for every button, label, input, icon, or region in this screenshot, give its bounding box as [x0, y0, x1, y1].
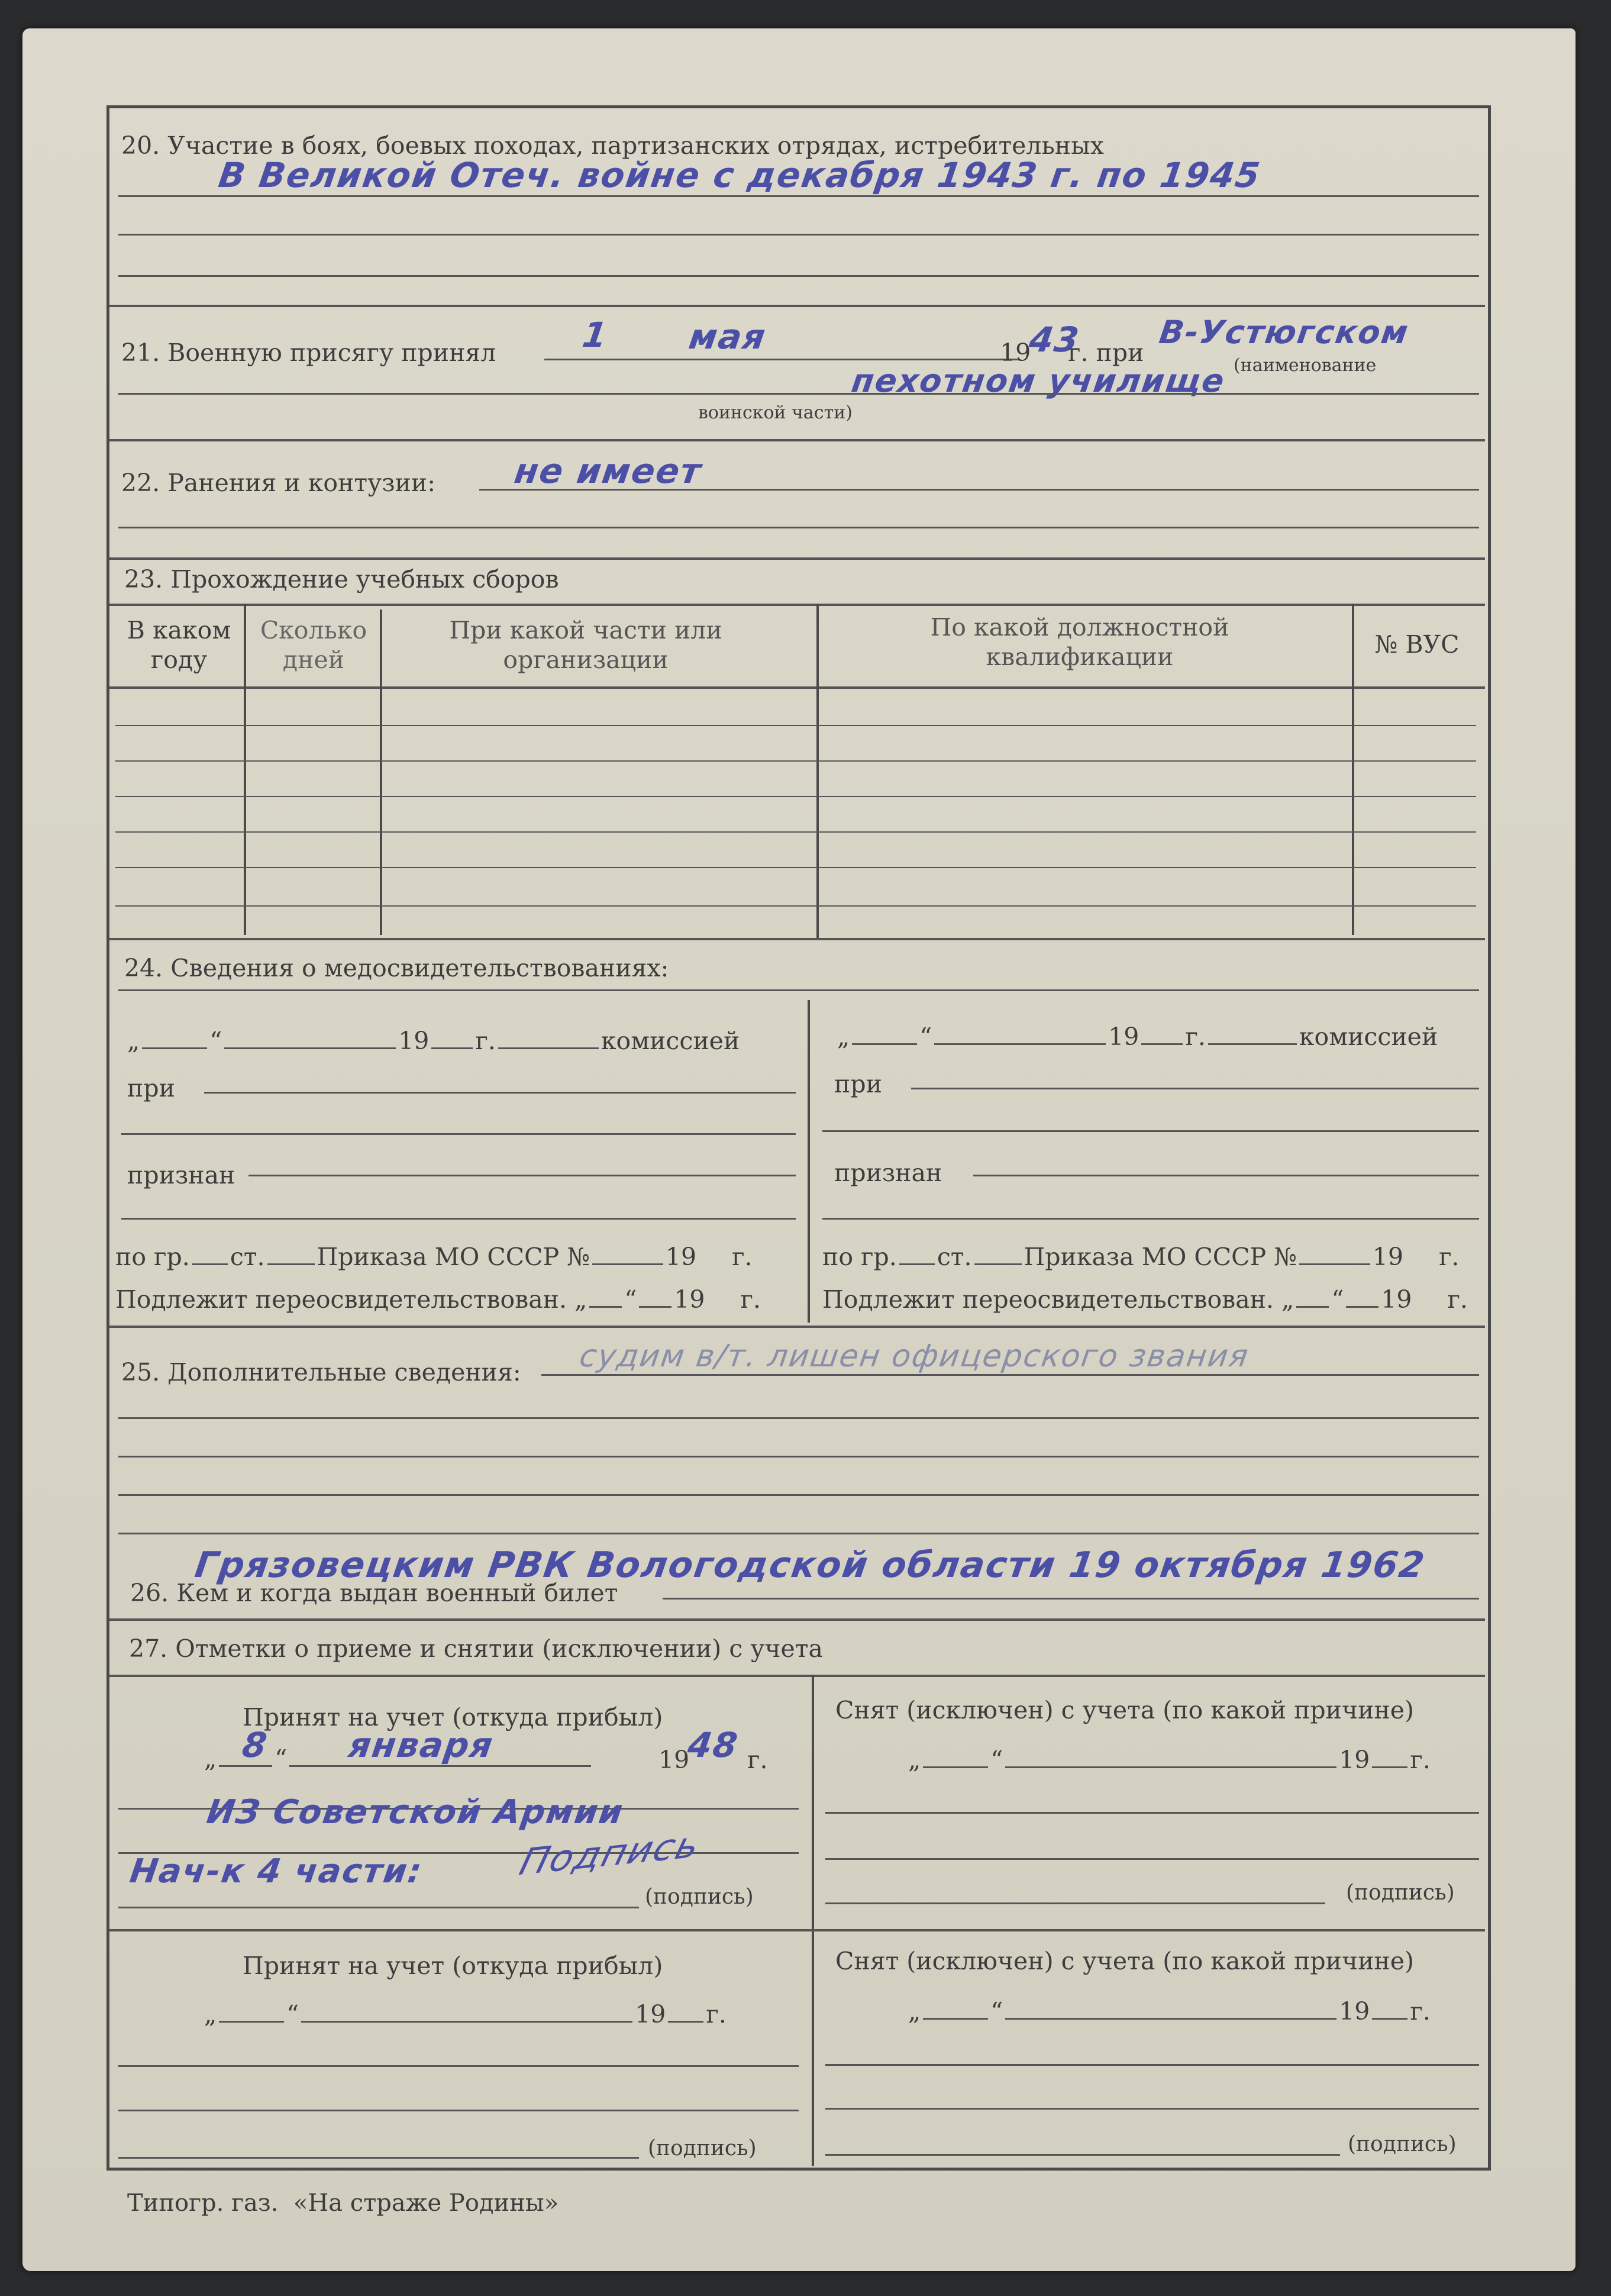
year-19: 19 — [398, 1027, 430, 1055]
col-sep — [812, 1675, 814, 2166]
g-label: г. — [475, 1027, 496, 1055]
rule — [118, 1494, 1479, 1496]
rule — [118, 1533, 1479, 1534]
col-sep — [1352, 604, 1354, 935]
section-divider — [109, 305, 1485, 307]
section-25-label: 25. Дополнительные сведения: — [121, 1358, 521, 1386]
accepted-year: 48 — [685, 1725, 741, 1765]
col-days-header: Сколько дней — [260, 616, 367, 674]
commission-label: комиссией — [601, 1027, 740, 1055]
col-sep — [808, 1000, 810, 1323]
section-23-label: 23. Прохождение учебных сборов — [124, 565, 559, 594]
rule — [479, 489, 1479, 491]
rule — [118, 989, 1479, 991]
col-unit-header: При какой части или организации — [449, 616, 722, 674]
accepted-day: 8 — [240, 1725, 271, 1765]
col-sep — [244, 604, 246, 935]
rule — [118, 195, 1479, 197]
oath-month: мая — [686, 317, 769, 357]
section-divider — [109, 1326, 1485, 1328]
col-qualification-header: По какой должностной квалификации — [930, 613, 1229, 671]
rule — [541, 1374, 1479, 1376]
col-year-header: В каком году — [127, 616, 231, 674]
section-22-label: 22. Ранения и контузии: — [121, 469, 436, 497]
accepted-signer-title: Нач-к 4 части: — [127, 1852, 425, 1891]
section-divider — [109, 1675, 1485, 1677]
section-21-label: 21. Военную присягу принял — [121, 338, 496, 367]
printer-footer: Типогр. газ. «На страже Родины» — [127, 2189, 559, 2217]
rule — [118, 393, 1479, 395]
section-20-handwriting: В Великой Отеч. войне с декабря 1943 г. по 1945 — [216, 155, 1264, 195]
pri-label: при — [127, 1074, 175, 1102]
oath-year: 43 — [1026, 320, 1083, 360]
note-naming: (наименование — [1234, 355, 1377, 376]
section-divider — [109, 1929, 1485, 1931]
table-top — [109, 604, 1485, 606]
oath-day: 1 — [580, 315, 611, 355]
order-label: Приказа МО СССР № — [317, 1243, 590, 1271]
oath-year-prefix: 19 — [1000, 338, 1031, 367]
col-sep — [380, 610, 382, 935]
section-divider — [109, 938, 1485, 940]
po-gr-label: по гр. — [115, 1243, 190, 1271]
st-label: ст. — [230, 1243, 265, 1271]
section-27-label: 27. Отметки о приеме и снятии (исключении) с учета — [129, 1634, 823, 1663]
col-vus-header: № ВУС — [1374, 630, 1460, 659]
section-divider — [109, 439, 1485, 441]
table-header-bottom — [109, 686, 1485, 689]
priznan-label: признан — [127, 1161, 235, 1189]
additional-info-handwriting: судим в/т. лишен офицерского звания — [577, 1339, 1251, 1374]
section-24-label: 24. Сведения о медосвидетельствованиях: — [124, 954, 669, 982]
col-sep — [816, 604, 819, 938]
section-divider — [109, 1618, 1485, 1621]
accepted-signature: Подпись — [515, 1822, 706, 1884]
rule — [118, 1417, 1479, 1419]
wounds-handwriting: не имеет — [512, 451, 705, 491]
section-26-label: 26. Кем и когда выдан военный билет — [130, 1579, 618, 1607]
military-id-issuer-handwriting: Грязовецким РВК Вологодской области 19 октября 1962 — [192, 1544, 1428, 1586]
accepted-from: ИЗ Советской Армии — [204, 1793, 627, 1831]
accepted-month: января — [346, 1725, 496, 1765]
reexam-label: Подлежит переосвидетельствован. — [115, 1285, 567, 1314]
note-military-unit: воинской части) — [698, 402, 853, 423]
rule — [663, 1598, 1479, 1600]
rule — [118, 234, 1479, 236]
oath-g-pri: г. при — [1068, 338, 1144, 367]
oath-place: В-Устюгском — [1157, 314, 1412, 351]
section-divider — [109, 557, 1485, 560]
rule — [118, 275, 1479, 277]
rule — [118, 527, 1479, 528]
section-20-label: 20. Участие в боях, боевых походах, партизанских отрядах, истребительных — [121, 131, 1104, 160]
oath-place-2: пехотном училище — [849, 362, 1228, 399]
rule — [544, 359, 1018, 360]
rule — [118, 1456, 1479, 1457]
